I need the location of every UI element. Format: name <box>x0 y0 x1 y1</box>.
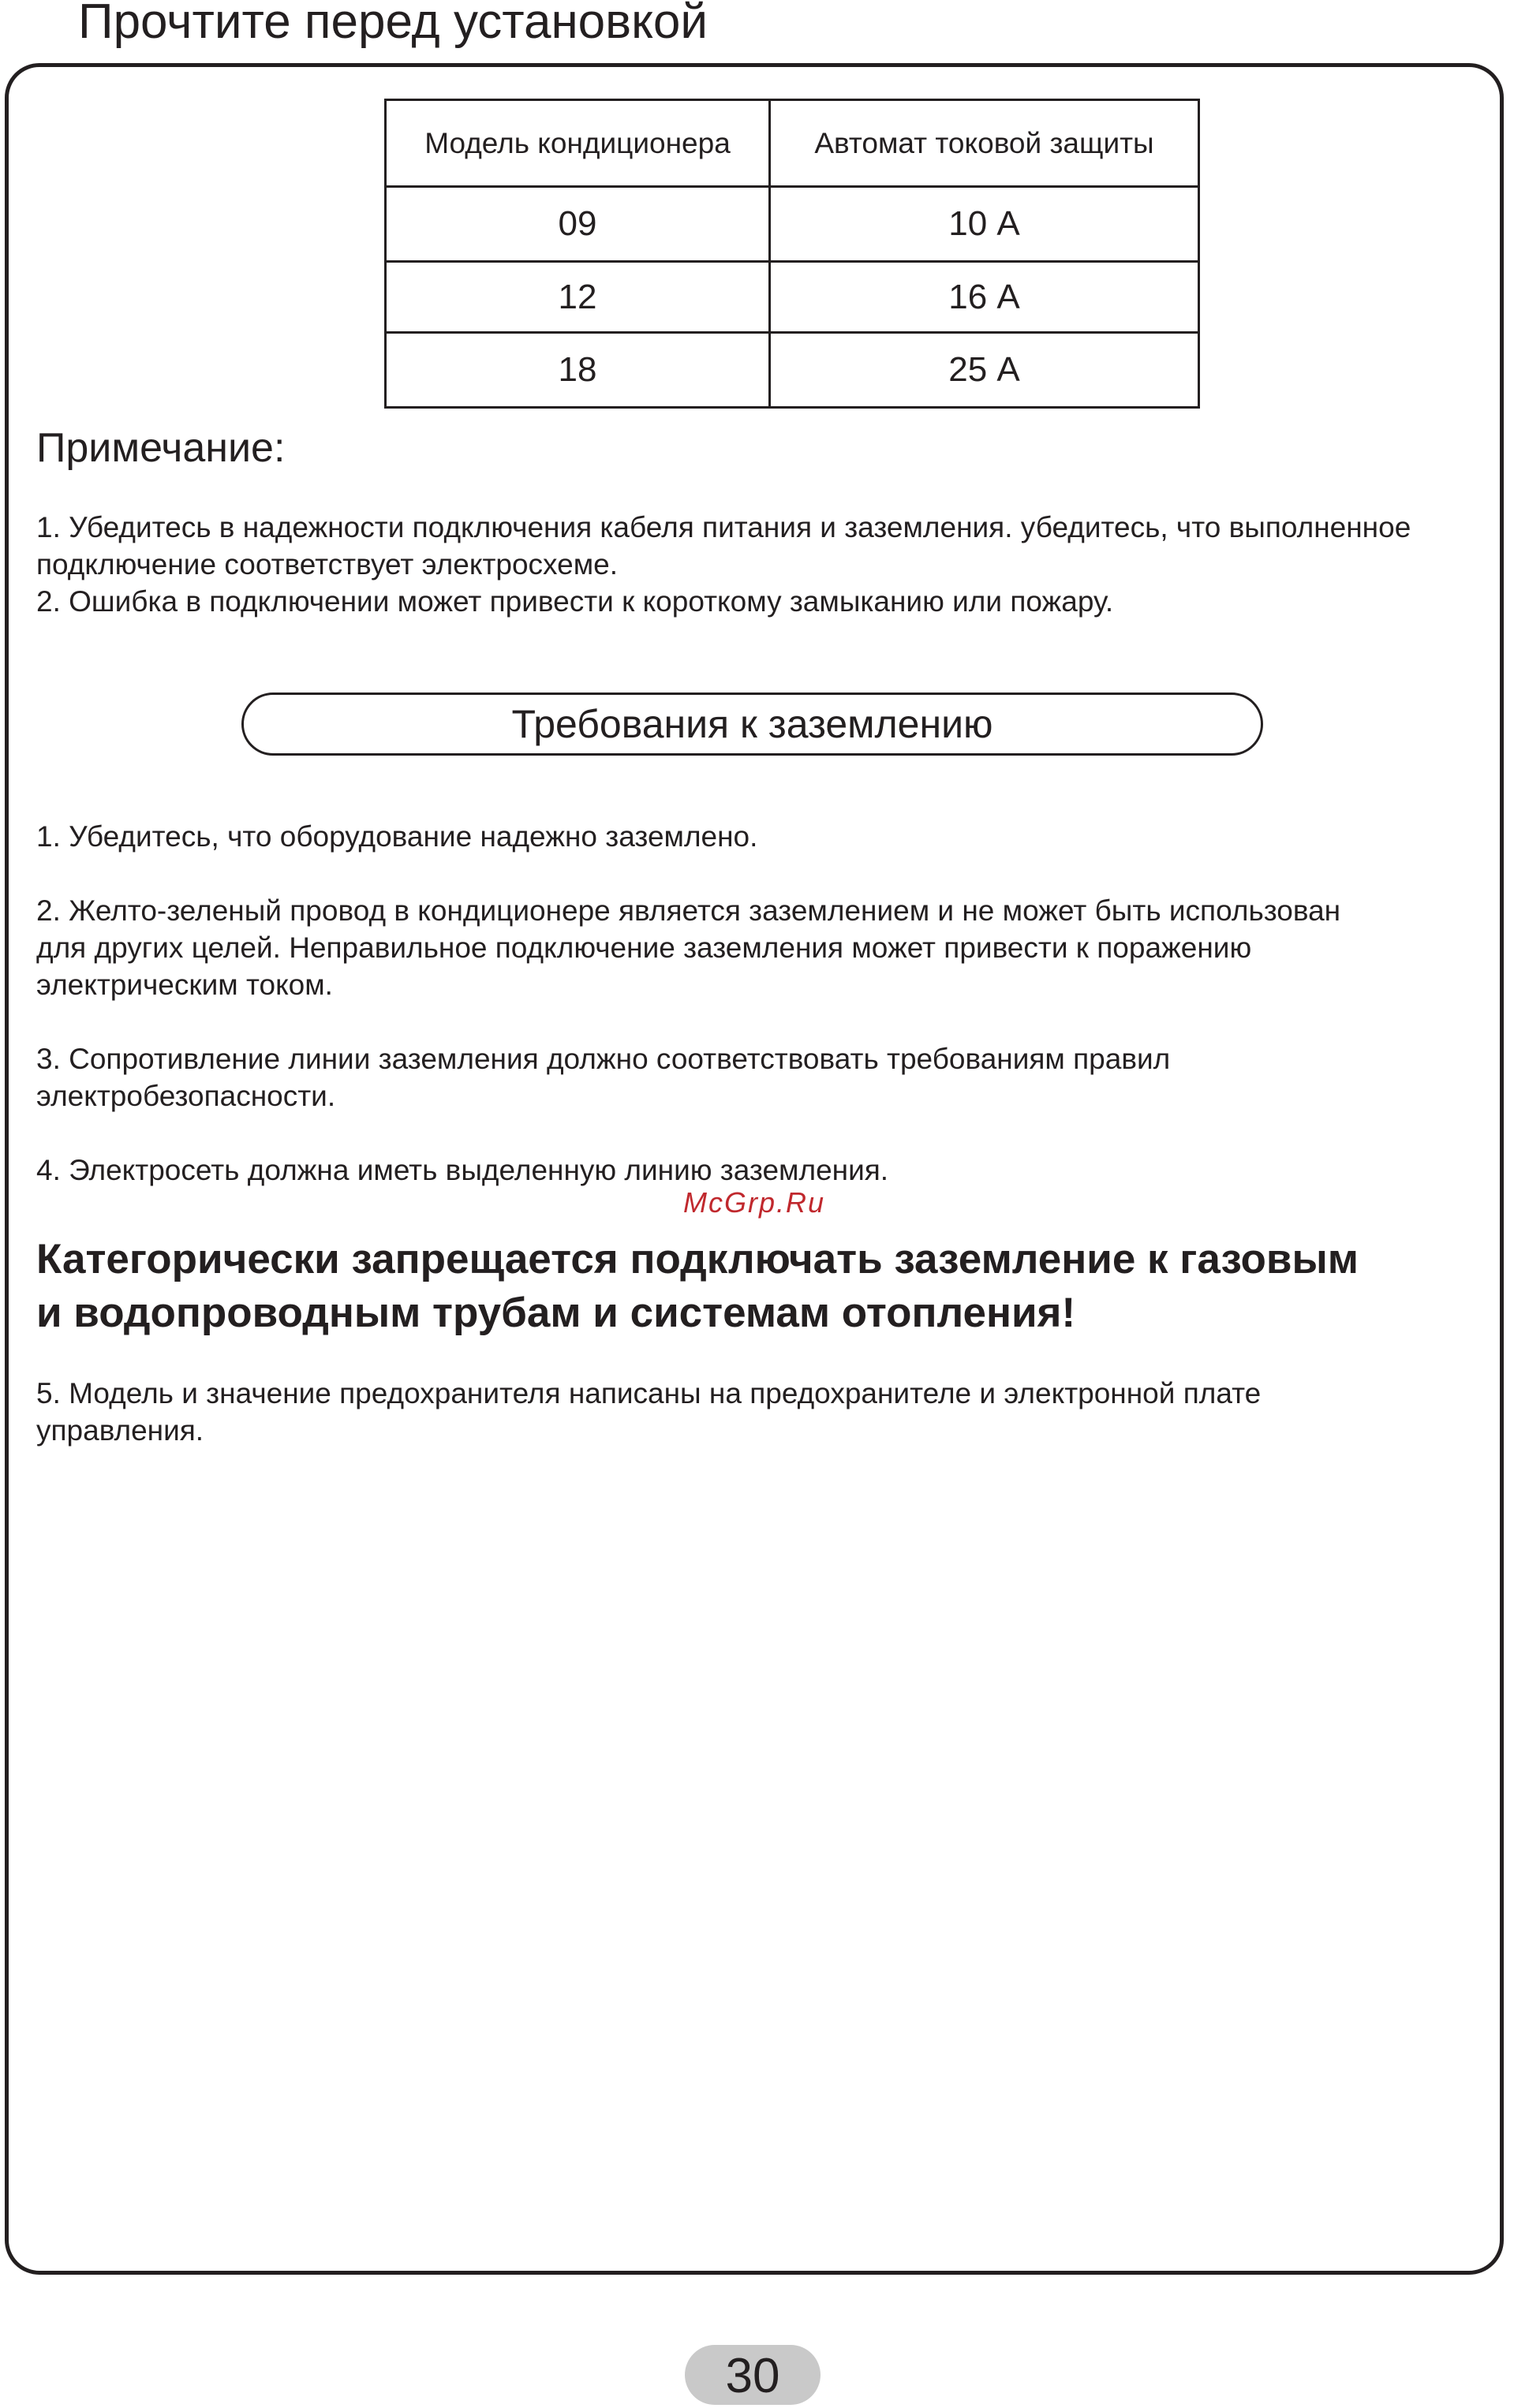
warning-line: и водопроводным трубам и системам отопления! <box>36 1290 1076 1336</box>
page-title: Прочтите перед установкой <box>78 0 708 49</box>
table-row <box>386 333 1199 408</box>
grounding-item: 5. Модель и значение предохранителя написаны на предохранителе и электронной плате <box>36 1377 1262 1409</box>
table-row <box>386 262 1199 333</box>
section-title-grounding: Требования к заземлению <box>241 693 1263 756</box>
page-number: 30 <box>685 2345 821 2405</box>
grounding-item: 2. Желто-зеленый провод в кондиционере является заземлением и не может быть использован <box>36 894 1341 927</box>
grounding-item: для других целей. Неправильное подключение заземления может привести к поражению <box>36 931 1252 964</box>
note-line: 1. Убедитесь в надежности подключения кабеля питания и заземления. убедитесь, что выполненное <box>36 511 1411 543</box>
grounding-item: 4. Электросеть должна иметь выделенную линию заземления. <box>36 1154 889 1186</box>
table-cell-model: 09 <box>386 187 770 262</box>
table-cell-breaker: 25 А <box>770 333 1199 408</box>
grounding-warning <box>36 1233 1359 1340</box>
note-line: 2. Ошибка в подключении может привести к короткому замыканию или пожару. <box>36 585 1114 618</box>
note-title: Примечание: <box>36 425 286 471</box>
grounding-item: 3. Сопротивление линии заземления должно соответствовать требованиям правил <box>36 1043 1171 1075</box>
grounding-item: 1. Убедитесь, что оборудование надежно заземлено. <box>36 820 758 853</box>
table-cell-breaker: 16 А <box>770 262 1199 333</box>
warning-line: Категорически запрещается подключать заземление к газовым <box>36 1236 1359 1282</box>
grounding-item: электробезопасности. <box>36 1080 336 1112</box>
breaker-table <box>384 99 1200 409</box>
grounding-item: электрическим током. <box>36 969 333 1001</box>
table-cell-breaker: 10 А <box>770 187 1199 262</box>
table-cell-model: 12 <box>386 262 770 333</box>
note-line: подключение соответствует электросхеме. <box>36 548 619 581</box>
table-header-row <box>386 100 1199 187</box>
grounding-item: управления. <box>36 1414 204 1447</box>
table-cell-model: 18 <box>386 333 770 408</box>
table-row <box>386 187 1199 262</box>
table-header-cell: Автомат токовой защиты <box>770 100 1199 187</box>
table-header-cell: Модель кондиционера <box>386 100 770 187</box>
watermark: McGrp.Ru <box>683 1186 826 1219</box>
